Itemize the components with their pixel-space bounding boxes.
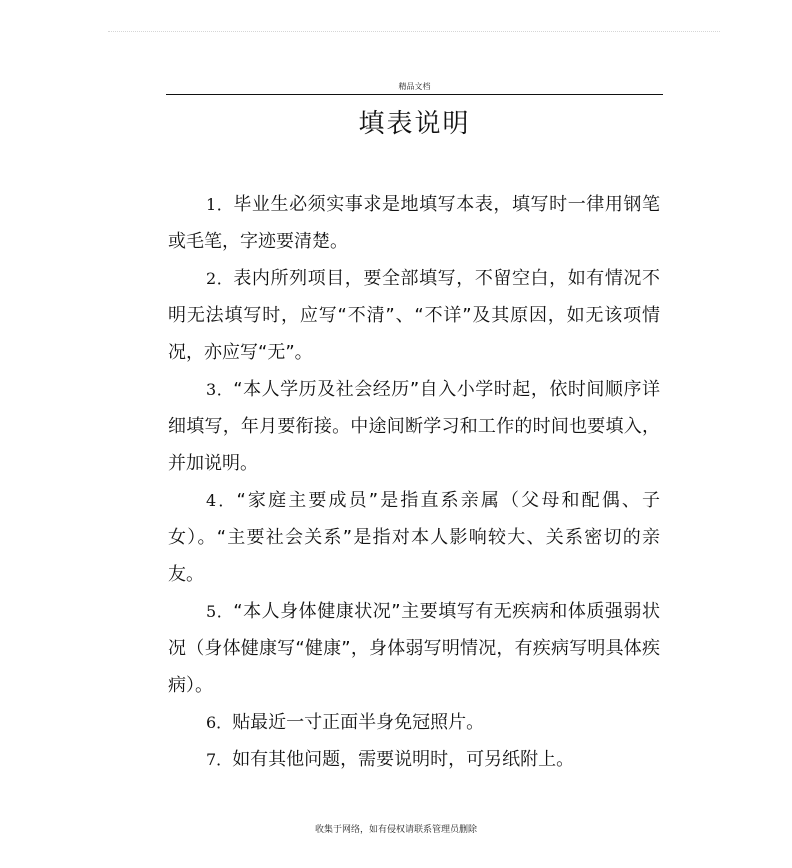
instruction-item-4: [168, 482, 660, 593]
item-text: “本人身体健康状况”主要填写有无疾病和体质强弱状况（身体健康写“健康”，身体弱写明情况，有疾病写明具体疾病）。: [168, 601, 660, 696]
item-text: 毕业生必须实事求是地填写本表，填写时一律用钢笔或毛笔，字迹要清楚。: [168, 194, 661, 252]
instruction-item-7: [168, 741, 660, 778]
page-title: 填表说明: [358, 109, 471, 139]
item-text: 表内所列项目，要全部填写，不留空白，如有情况不明无法填写时，应写“不清”、“不详”及其原因，如无该项情况，亦应写“无”。: [168, 268, 661, 363]
instruction-item-1: [168, 186, 660, 260]
instruction-item-6: [168, 704, 660, 741]
item-text: 贴最近一寸正面半身免冠照片。: [232, 712, 485, 733]
instruction-item-2: [168, 260, 660, 371]
item-text: 如有其他问题，需要说明时，可另纸附上。: [232, 749, 575, 770]
header-rule: [166, 94, 663, 95]
instruction-item-3: [168, 371, 660, 482]
top-dotted-divider: [108, 31, 720, 32]
item-number: 7．: [206, 750, 233, 769]
item-text: “家庭主要成员”是指直系亲属（父母和配偶、子女）。“主要社会关系”是指对本人影响较大、关系密切的亲友。: [168, 490, 660, 585]
item-number: 6．: [206, 713, 233, 732]
instructions-list: [168, 186, 660, 778]
item-number: 3．: [206, 380, 234, 399]
item-text: “本人学历及社会经历”自入小学时起，依时间顺序详细填写，年月要衔接。中途间断学习和工作的时间也要填入，并加说明。: [168, 379, 660, 474]
item-number: 5．: [206, 602, 234, 621]
instruction-item-5: [168, 593, 660, 704]
footer-note: 收集于网络，如有侵权请联系管理员删除: [314, 825, 477, 835]
item-number: 4．: [206, 491, 237, 510]
item-number: 2．: [206, 269, 234, 288]
item-number: 1．: [206, 195, 234, 214]
header-label: 精品文档: [398, 82, 431, 91]
